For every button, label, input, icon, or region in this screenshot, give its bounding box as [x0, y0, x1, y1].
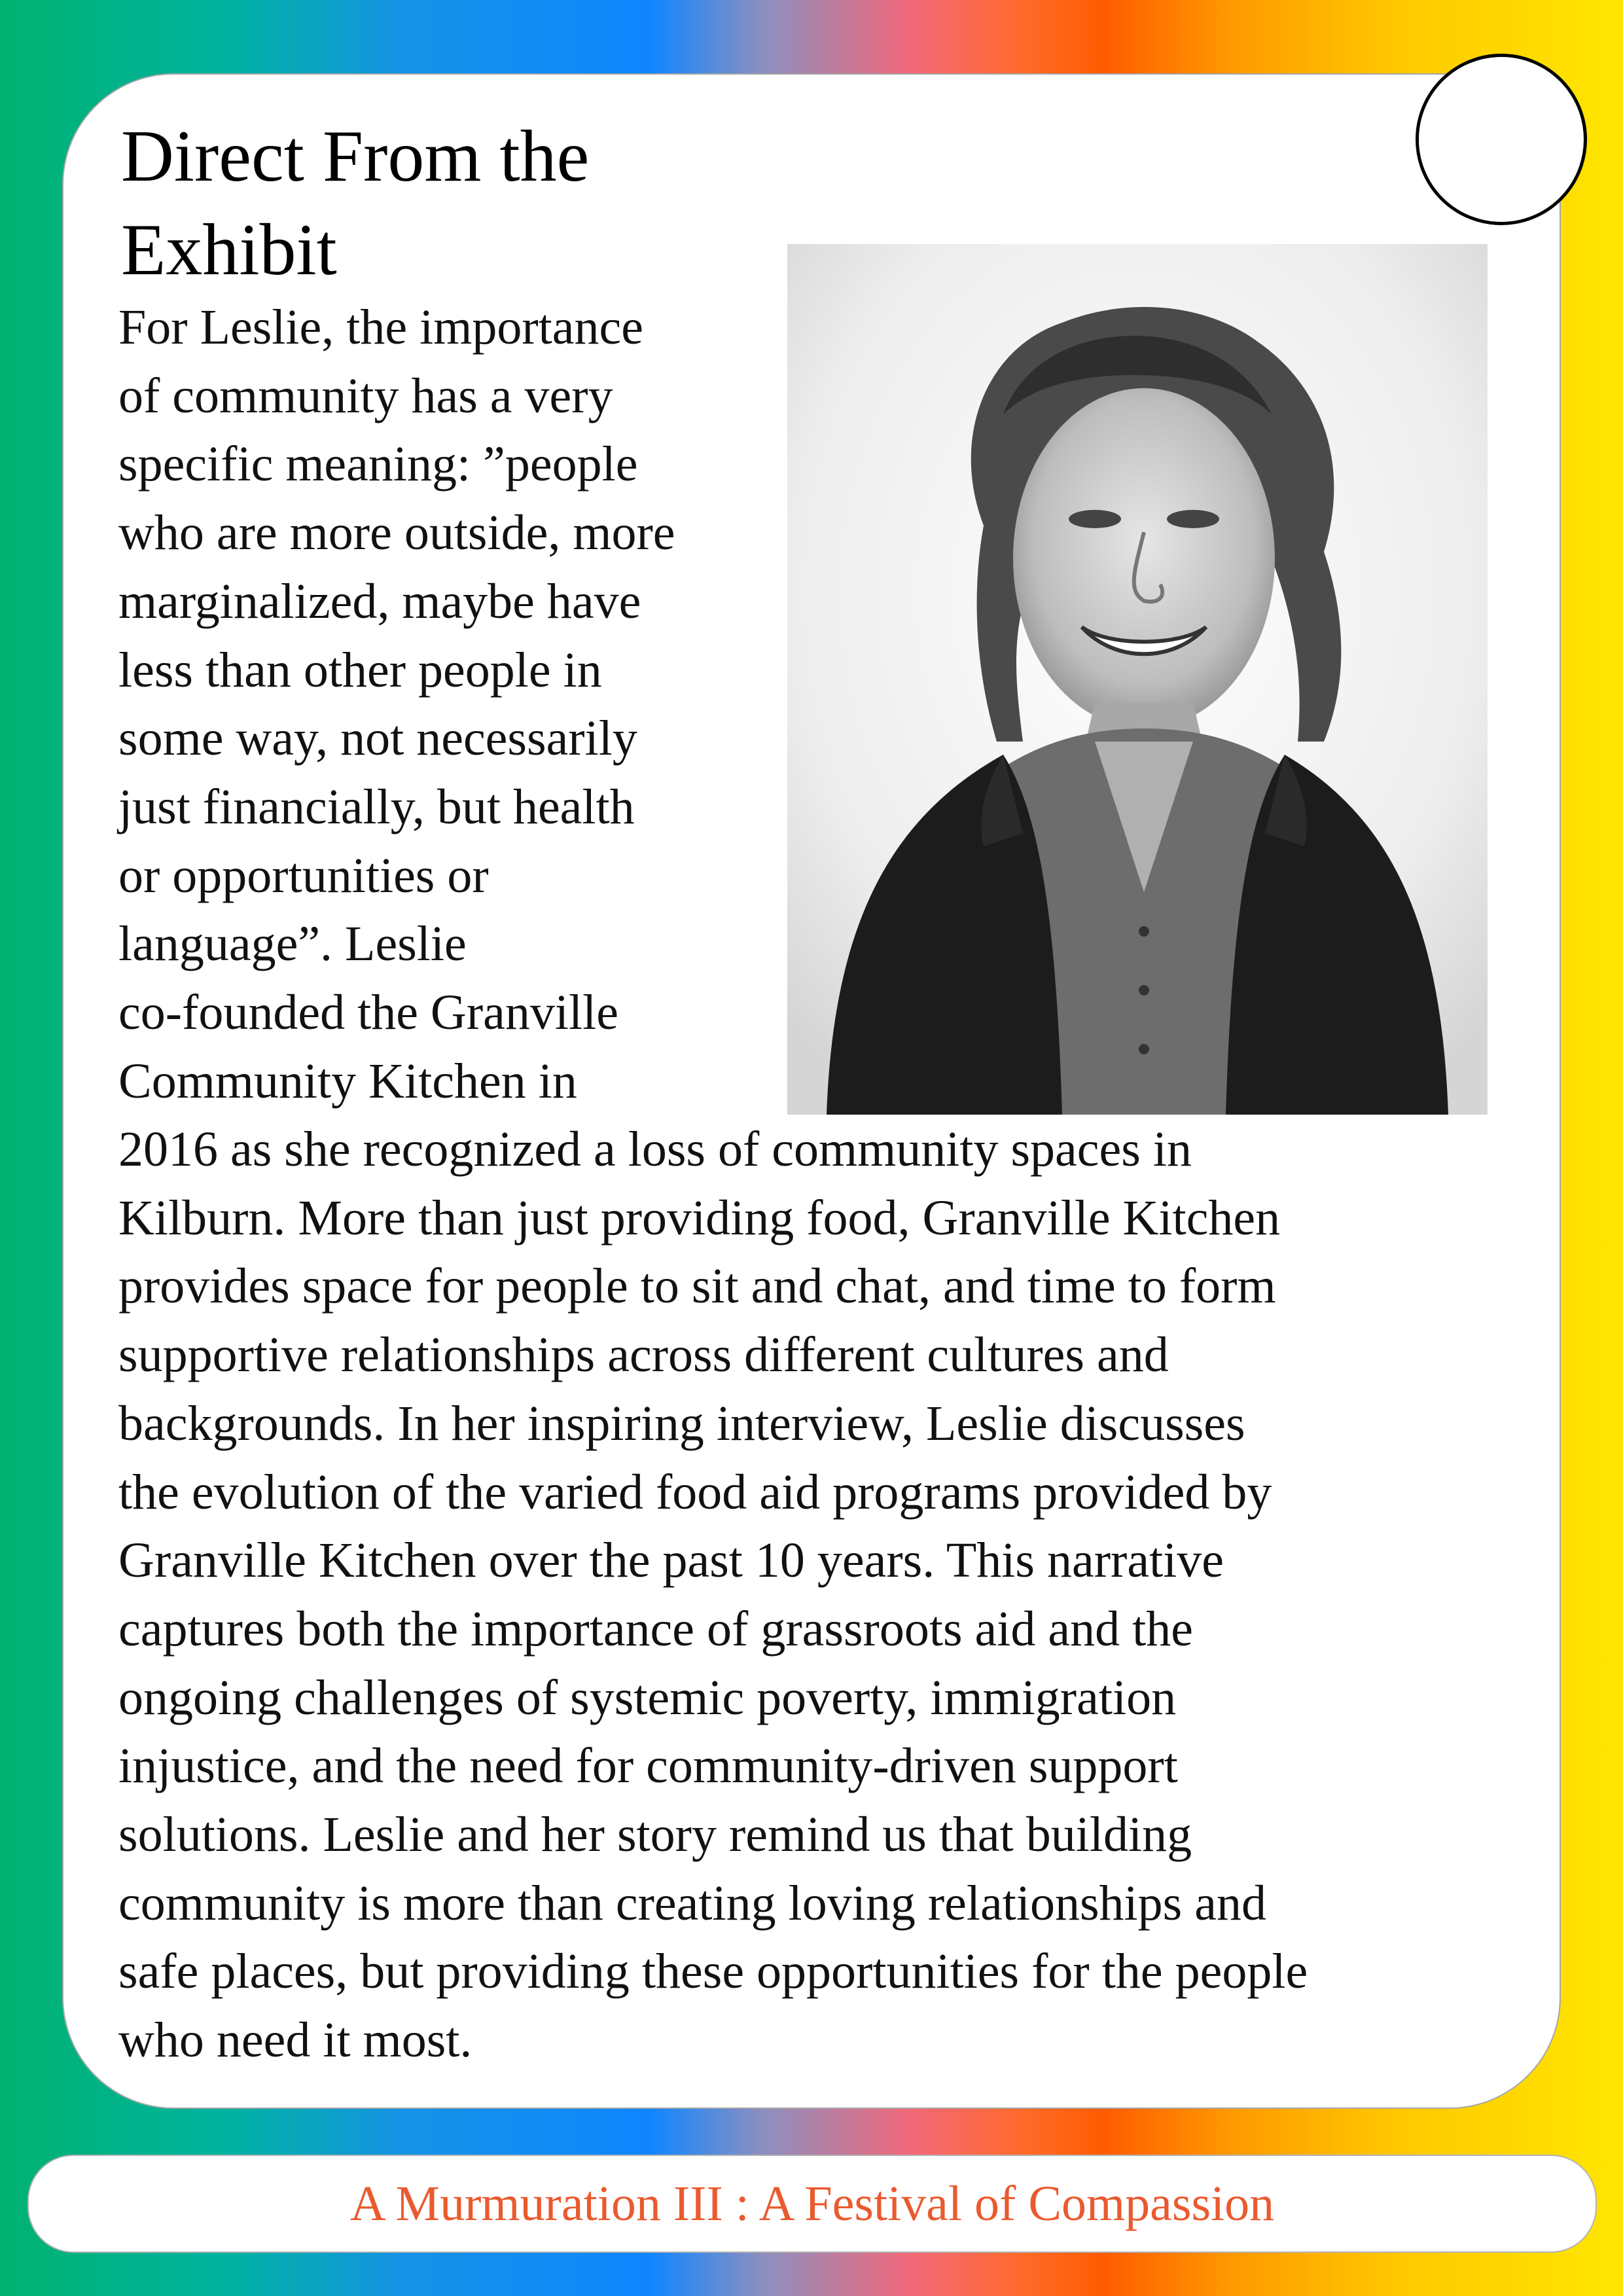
body-text-wide [118, 1115, 1308, 2075]
body-line: For Leslie, the importance [118, 300, 643, 355]
portrait-photo [787, 244, 1488, 1115]
body-line: Granville Kitchen over the past 10 years. This narrative [118, 1533, 1224, 1588]
body-line: Community Kitchen in [118, 1053, 577, 1109]
body-line: specific meaning: ”people [118, 437, 638, 492]
body-line: who need it most. [118, 2013, 473, 2068]
body-line: 2016 as she recognized a loss of community spaces in [118, 1122, 1192, 1177]
body-line: backgrounds. In her inspiring interview, Leslie discusses [118, 1395, 1245, 1451]
body-line: captures both the importance of grassroots aid and the [118, 1601, 1193, 1657]
portrait-illustration [787, 244, 1488, 1115]
body-line: solutions. Leslie and her story remind us that building [118, 1807, 1192, 1863]
body-line: the evolution of the varied food aid programs provided by [118, 1464, 1272, 1520]
body-line: less than other people in [118, 642, 602, 698]
title-line: Exhibit [121, 209, 337, 291]
body-line: provides space for people to sit and chat, and time to form [118, 1259, 1276, 1314]
body-line: safe places, but providing these opportunities for the people [118, 1944, 1308, 2000]
festival-name: A Murmuration III : A Festival of Compassion [349, 2176, 1275, 2231]
page-title [121, 110, 776, 297]
body-line: co-founded the Granville [118, 985, 618, 1041]
body-line: community is more than creating loving relationships and [118, 1875, 1266, 1931]
body-text-narrow [118, 293, 675, 1115]
title-line: Direct From the [121, 116, 590, 197]
body-line: injustice, and the need for community-driven support [118, 1738, 1178, 1794]
body-line: who are more outside, more [118, 505, 675, 561]
circle-badge-icon [1416, 54, 1587, 225]
body-line: of community has a very [118, 368, 613, 423]
body-line: ongoing challenges of systemic poverty, immigration [118, 1670, 1177, 1725]
body-line: supportive relationships across different cultures and [118, 1327, 1169, 1383]
body-line: marginalized, maybe have [118, 573, 641, 629]
body-line: some way, not necessarily [118, 711, 637, 766]
festival-footer-banner [27, 2155, 1597, 2253]
body-line: just financially, but health [118, 779, 635, 834]
body-line: or opportunities or [118, 848, 489, 903]
body-line: language”. Leslie [118, 916, 467, 972]
body-line: Kilburn. More than just providing food, Granville Kitchen [118, 1190, 1281, 1246]
